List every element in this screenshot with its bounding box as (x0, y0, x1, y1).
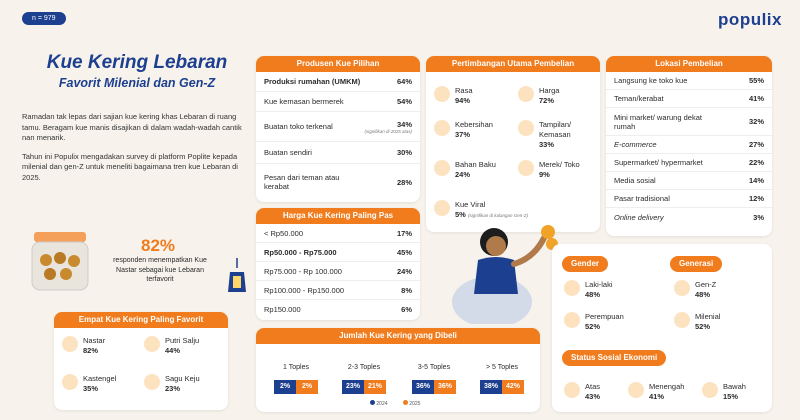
female-avatar-icon (564, 312, 580, 328)
consideration-item: Bahan Baku 24% (434, 160, 510, 180)
price-card (256, 208, 420, 320)
nastar-stat-text: responden menempatkan Kue Nastar sebagai kue Lebaran terfavorit (113, 257, 207, 283)
intro-paragraph-2: Tahun ini Populix mengadakan survey di platform Poplite kepada milenial dan gen-Z untuk meneliti bagaimana tren kue Lebaran di 2025. (22, 151, 238, 182)
table-row: Pesan dari teman atau kerabat 28% (264, 173, 412, 191)
populix-logo: populix (718, 10, 782, 29)
table-row: Buatan sendiri 30% (256, 142, 420, 164)
consideration-title: Pertimbangan Utama Pembelian (426, 56, 600, 72)
producer-title: Produsen Kue Pilihan (256, 56, 420, 72)
taste-icon (434, 86, 450, 102)
generation-item: Gen-Z 48% (674, 280, 716, 300)
ses-item: Menengah 41% (628, 382, 684, 402)
ingredients-icon (434, 160, 450, 176)
middle-class-icon (628, 382, 644, 398)
ses-item: Atas 43% (564, 382, 600, 402)
favorite-item: Nastar 82% (62, 336, 105, 356)
quantity-title: Jumlah Kue Kering yang Dibeli (256, 328, 540, 344)
favorite-item: Sagu Keju 23% (144, 374, 200, 394)
cookie-jar-illustration (28, 230, 98, 294)
table-row: Rp75.000 - Rp 100.000 24% (256, 262, 420, 281)
demographics-card (552, 244, 772, 412)
purchase-location-card (606, 56, 772, 236)
value-2025: 36% (434, 380, 456, 394)
consideration-item: Merek/ Toko 9% (518, 160, 596, 180)
title-line-1: Kue Kering Lebaran (46, 52, 228, 73)
value-2024: 23% (342, 380, 364, 394)
purchase-consideration-card (426, 56, 600, 232)
sagu-keju-icon (144, 374, 160, 390)
nastar-stat-value: 82% (140, 236, 176, 255)
person-illustration (448, 224, 568, 324)
gender-item: Laki-laki 48% (564, 280, 613, 300)
table-row: Rp100.000 - Rp150.000 8% (256, 281, 420, 300)
value-2024: 38% (480, 380, 502, 394)
lower-class-icon (702, 382, 718, 398)
gender-title: Gender (562, 256, 608, 272)
ses-title: Status Sosial Ekonomi (562, 350, 666, 366)
table-row: Buatan toko terkenal 34% (signifikan di 2025 atas) (256, 112, 420, 142)
legend: 2024 2025 (370, 400, 420, 407)
putri-salju-icon (144, 336, 160, 352)
male-avatar-icon (564, 280, 580, 296)
brand-icon (518, 160, 534, 176)
generation-title: Generasi (670, 256, 722, 272)
intro-text (22, 112, 250, 183)
consideration-item: Kebersihan 37% (434, 120, 493, 140)
favorite-cookies-title: Empat Kue Kering Paling Favorit (54, 312, 228, 328)
value-2025: 21% (364, 380, 386, 394)
table-row: Produksi rumahan (UMKM) 64% (256, 72, 420, 92)
value-2025: 2% (296, 380, 318, 394)
sample-size-badge: n = 979 (22, 12, 66, 25)
value-2025: 42% (502, 380, 524, 394)
table-row: Rp150.000 6% (264, 305, 412, 314)
quantity-group: 1 Toples 2% 2% (266, 364, 326, 394)
favorite-item: Putri Salju 44% (144, 336, 199, 356)
table-row: Mini market/ warung dekat rumah 32% (606, 108, 772, 136)
quantity-group: > 5 Toples 38% 42% (472, 364, 532, 394)
kastengel-icon (62, 374, 78, 390)
millennial-avatar-icon (674, 312, 690, 328)
page-title (22, 52, 252, 90)
producer-card (256, 56, 420, 202)
table-row: Supermarket/ hypermarket 22% (606, 154, 772, 172)
title-line-2: Favorit Milenial dan Gen-Z (58, 76, 216, 90)
legend-dot-2025 (403, 400, 408, 405)
lantern-icon (226, 258, 248, 308)
table-row: Langsung ke toko kue 55% (606, 72, 772, 90)
quantity-card (256, 328, 540, 412)
upper-class-icon (564, 382, 580, 398)
table-row: < Rp50.000 17% (256, 224, 420, 243)
table-row: Rp50.000 - Rp75.000 45% (256, 243, 420, 262)
cleanliness-icon (434, 120, 450, 136)
genz-avatar-icon (674, 280, 690, 296)
gender-item: Perempuan 52% (564, 312, 624, 332)
value-2024: 36% (412, 380, 434, 394)
table-row: Pasar tradisional 12% (606, 190, 772, 208)
table-row: E-commerce 27% (606, 136, 772, 154)
table-row: Online delivery 3% (614, 212, 764, 222)
table-row: Media sosial 14% (606, 172, 772, 190)
consideration-item: Tampilan/ Kemasan 33% (518, 120, 596, 150)
quantity-group: 2-3 Toples 23% 21% (334, 364, 394, 394)
packaging-icon (518, 120, 534, 136)
location-title: Lokasi Pembelian (606, 56, 772, 72)
consideration-item: Rasa 94% (434, 86, 473, 106)
table-row: Teman/kerabat 41% (606, 90, 772, 108)
price-title: Harga Kue Kering Paling Pas (256, 208, 420, 224)
legend-dot-2024 (370, 400, 375, 405)
intro-paragraph-1: Ramadan tak lepas dari sajian kue kering khas Lebaran di ruang tamu. Beragam kue manis disajikan di dalam wadah-wadah cantik nan menarik. (22, 112, 242, 142)
consideration-item: Harga 72% (518, 86, 559, 106)
value-2024: 2% (274, 380, 296, 394)
generation-item: Milenial 52% (674, 312, 720, 332)
price-icon (518, 86, 534, 102)
viral-icon (434, 200, 450, 216)
ses-item: Bawah 15% (702, 382, 746, 402)
favorite-item: Kastengel 35% (62, 374, 116, 394)
table-row: Kue kemasan bermerek 54% (256, 92, 420, 112)
consideration-item: Kue Viral 5% (signifikan di kalangan Gen-Z) (434, 200, 594, 221)
nastar-icon (62, 336, 78, 352)
quantity-group: 3-5 Toples 36% 36% (404, 364, 464, 394)
favorite-cookies-card (54, 312, 228, 410)
